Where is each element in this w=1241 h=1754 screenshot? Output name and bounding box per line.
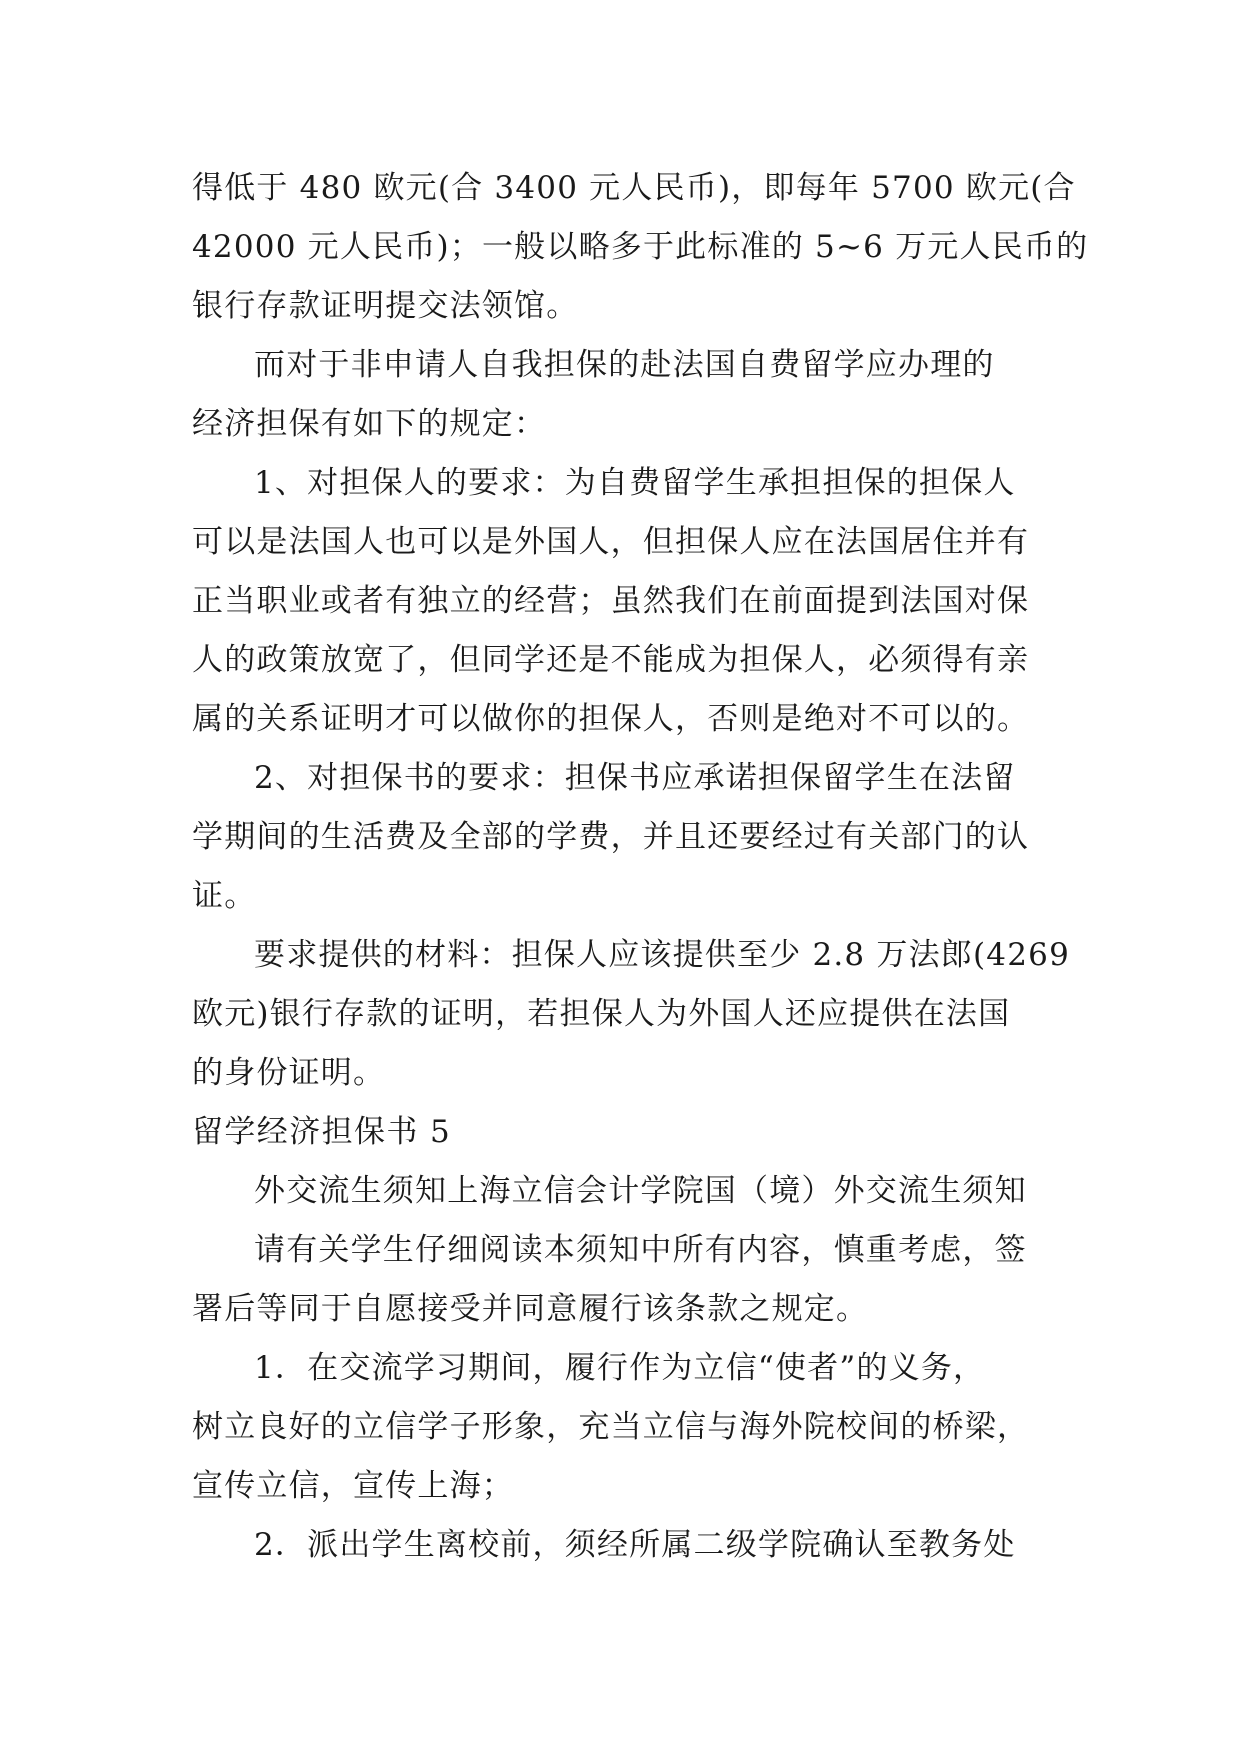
paragraph-line: 外交流生须知上海立信会计学院国（境）外交流生须知	[254, 1173, 1027, 1209]
paragraph-line: 宣传立信，宣传上海；	[192, 1468, 514, 1504]
paragraph-line: 42000 元人民币)；一般以略多于此标准的 5~6 万元人民币的	[192, 229, 1089, 265]
paragraph-line: 正当职业或者有独立的经营；虽然我们在前面提到法国对保	[192, 583, 1030, 619]
list-item-line: 2．派出学生离校前，须经所属二级学院确认至教务处	[254, 1527, 1016, 1563]
list-item-line: 1、对担保人的要求：为自费留学生承担担保的担保人	[254, 465, 1016, 501]
paragraph-line: 人的政策放宽了，但同学还是不能成为担保人，必须得有亲	[192, 642, 1030, 678]
paragraph-line: 的身份证明。	[192, 1055, 386, 1091]
paragraph-line: 学期间的生活费及全部的学费，并且还要经过有关部门的认	[192, 819, 1030, 855]
paragraph-line: 经济担保有如下的规定：	[192, 406, 547, 442]
paragraph-line: 请有关学生仔细阅读本须知中所有内容，慎重考虑，签	[254, 1232, 1027, 1268]
paragraph-line: 银行存款证明提交法领馆。	[192, 288, 579, 324]
list-item-line: 1．在交流学习期间，履行作为立信“使者”的义务，	[254, 1350, 986, 1386]
list-item-line: 2、对担保书的要求：担保书应承诺担保留学生在法留	[254, 760, 1016, 796]
paragraph-line: 得低于 480 欧元(合 3400 元人民币)，即每年 5700 欧元(合	[192, 170, 1076, 206]
paragraph-line: 树立良好的立信学子形象，充当立信与海外院校间的桥梁，	[192, 1409, 1030, 1445]
paragraph-line: 要求提供的材料：担保人应该提供至少 2.8 万法郎(4269	[254, 937, 1070, 973]
section-heading: 留学经济担保书 5	[192, 1114, 452, 1150]
paragraph-line: 属的关系证明才可以做你的担保人，否则是绝对不可以的。	[192, 701, 1030, 737]
paragraph-line: 可以是法国人也可以是外国人，但担保人应在法国居住并有	[192, 524, 1030, 560]
paragraph-line: 欧元)银行存款的证明，若担保人为外国人还应提供在法国	[192, 996, 1011, 1032]
paragraph-line: 证。	[192, 878, 257, 914]
paragraph-line: 而对于非申请人自我担保的赴法国自费留学应办理的	[254, 347, 995, 383]
paragraph-line: 署后等同于自愿接受并同意履行该条款之规定。	[192, 1291, 869, 1327]
